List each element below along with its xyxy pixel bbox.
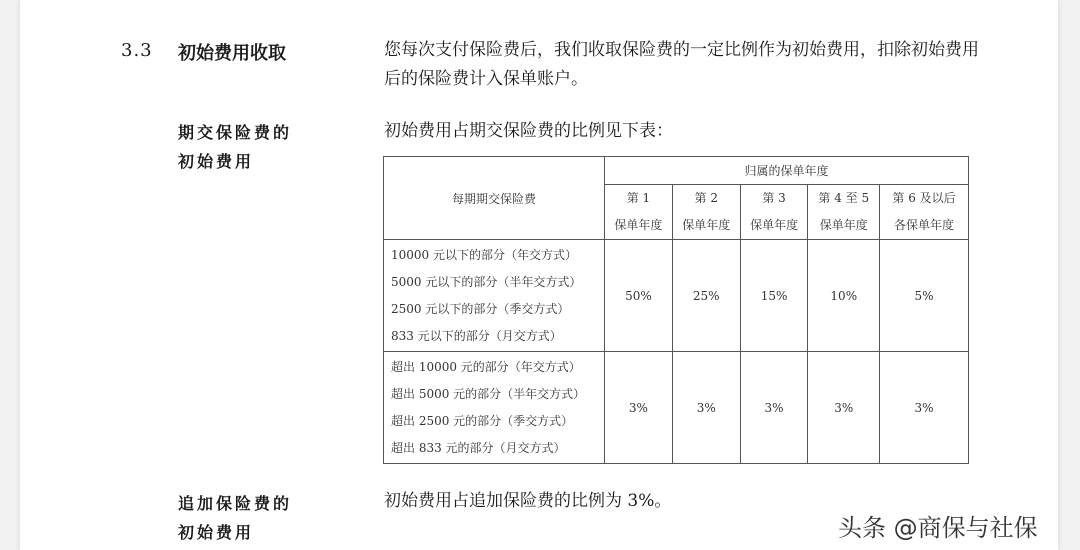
category-cell: 10000 元以下的部分（年交方式） 5000 元以下的部分（半年交方式） 2500 元以下的部分（季交方式） 833 元以下的部分（月交方式）	[384, 240, 605, 352]
document-page	[20, 0, 1058, 550]
year-header-cell: 第 2 保单年度	[672, 185, 740, 240]
rate-cell: 3%	[880, 352, 969, 464]
rate-cell: 50%	[605, 240, 673, 352]
table-row	[384, 240, 969, 352]
section-number: 3.3	[121, 40, 153, 61]
additional-text: 初始费用占追加保险费的比例为 3%。	[384, 491, 672, 511]
year-header-cell: 第 4 至 5 保单年度	[808, 185, 880, 240]
additional-side-line1: 追加保险费的	[178, 494, 293, 513]
category-cell: 超出 10000 元的部分（年交方式） 超出 5000 元的部分（半年交方式） 超出 2500 元的部分（季交方式） 超出 833 元的部分（月交方式）	[384, 352, 605, 464]
rate-cell: 15%	[740, 240, 808, 352]
additional-side-heading	[178, 489, 292, 547]
rate-cell: 3%	[605, 352, 673, 464]
year-header-cell: 第 6 及以后 各保单年度	[880, 185, 969, 240]
periodic-side-heading	[178, 118, 292, 176]
additional-side-line2: 初始费用	[178, 523, 255, 542]
section-title: 初始费用收取	[178, 43, 286, 64]
rate-cell: 10%	[808, 240, 880, 352]
group-header-cell: 归属的保单年度	[605, 157, 969, 185]
rate-cell: 5%	[880, 240, 969, 352]
watermark-text: 头条 @商保与社保	[838, 514, 1038, 542]
year-header-cell: 第 3 保单年度	[740, 185, 808, 240]
row-header-cell: 每期期交保险费	[384, 157, 605, 240]
rate-cell: 3%	[808, 352, 880, 464]
rate-cell: 3%	[672, 352, 740, 464]
periodic-side-line1: 期交保险费的	[178, 123, 293, 142]
periodic-side-line2: 初始费用	[178, 152, 255, 171]
table-row	[384, 352, 969, 464]
rate-cell: 3%	[740, 352, 808, 464]
fee-table	[383, 156, 969, 464]
rate-cell: 25%	[672, 240, 740, 352]
year-header-cell: 第 1 保单年度	[605, 185, 673, 240]
watermark	[838, 508, 1038, 543]
periodic-intro: 初始费用占期交保险费的比例见下表：	[384, 121, 673, 141]
section-intro: 您每次支付保险费后，我们收取保险费的一定比例作为初始费用，扣除初始费用后的保险费计入保单账户。	[384, 40, 979, 89]
